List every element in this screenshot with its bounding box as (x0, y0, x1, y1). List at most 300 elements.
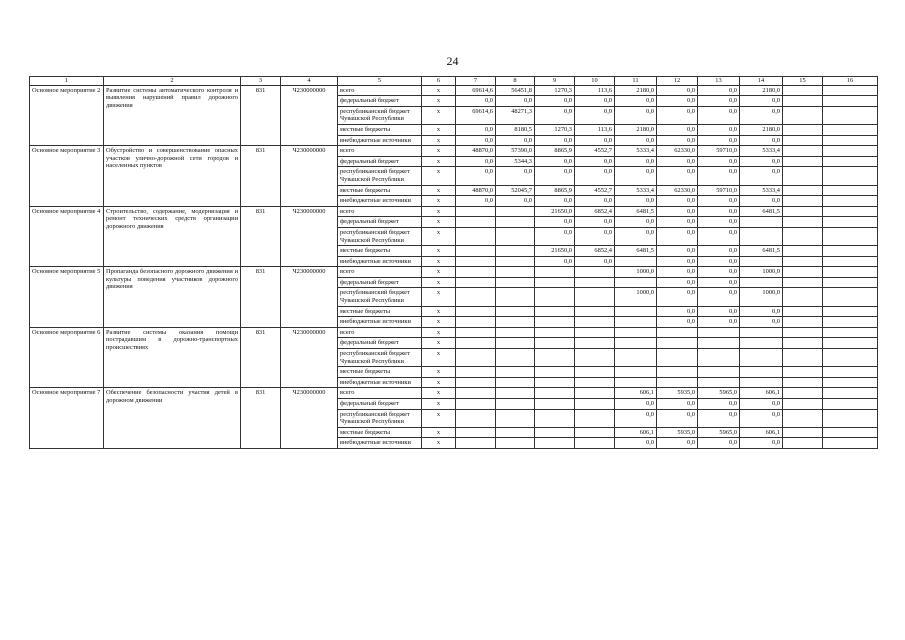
amount-cell: 0,0 (615, 156, 657, 167)
amount-cell (615, 338, 657, 349)
amount-cell (783, 338, 823, 349)
x-mark: x (422, 349, 456, 367)
x-mark: x (422, 185, 456, 196)
amount-cell (698, 367, 740, 378)
amount-cell (783, 317, 823, 328)
event-description: Пропаганда безопасного дорожного движения и культуры поведения участников дорожного движения (104, 267, 241, 328)
amount-cell (823, 85, 878, 96)
amount-cell: 606,1 (615, 427, 657, 438)
amount-cell (783, 124, 823, 135)
funding-source: всего (338, 388, 422, 399)
amount-cell: 48870,0 (456, 185, 496, 196)
x-mark: x (422, 338, 456, 349)
amount-cell (456, 338, 496, 349)
amount-cell (783, 277, 823, 288)
amount-cell: 0,0 (698, 227, 740, 245)
amount-cell: 0,0 (740, 196, 783, 207)
amount-cell: 0,0 (657, 399, 698, 410)
amount-cell (496, 388, 535, 399)
funding-source: всего (338, 206, 422, 217)
amount-cell: 0,0 (615, 217, 657, 228)
amount-cell: 0,0 (615, 196, 657, 207)
column-number: 5 (338, 77, 422, 86)
responsible-code: 831 (241, 388, 281, 449)
amount-cell (575, 327, 615, 338)
amount-cell: 5333,4 (615, 146, 657, 157)
amount-cell (823, 317, 878, 328)
amount-cell: 0,0 (698, 124, 740, 135)
amount-cell (535, 399, 575, 410)
amount-cell (823, 196, 878, 207)
amount-cell (740, 338, 783, 349)
amount-cell (456, 427, 496, 438)
amount-cell (496, 306, 535, 317)
amount-cell (496, 409, 535, 427)
amount-cell (496, 349, 535, 367)
amount-cell: 0,0 (698, 135, 740, 146)
amount-cell (698, 338, 740, 349)
budget-class-code: Ч230000000 (281, 267, 338, 328)
amount-cell: 0,0 (657, 217, 698, 228)
budget-class-code: Ч230000000 (281, 388, 338, 449)
event-description: Строительство, содержание, модернизация и ремонт технических средств организации дорожного движения (104, 206, 241, 267)
amount-cell (823, 106, 878, 124)
amount-cell: 5965,0 (698, 427, 740, 438)
responsible-code: 831 (241, 85, 281, 146)
amount-cell (783, 206, 823, 217)
amount-cell: 0,0 (615, 96, 657, 107)
amount-cell: 0,0 (657, 96, 698, 107)
funding-source: местные бюджеты (338, 367, 422, 378)
amount-cell (783, 388, 823, 399)
amount-cell (823, 306, 878, 317)
amount-cell (535, 327, 575, 338)
amount-cell: 0,0 (535, 135, 575, 146)
amount-cell (615, 377, 657, 388)
amount-cell (783, 217, 823, 228)
page-number: 24 (446, 54, 459, 68)
x-mark: x (422, 267, 456, 278)
amount-cell (496, 277, 535, 288)
amount-cell: 0,0 (740, 317, 783, 328)
amount-cell: 0,0 (657, 85, 698, 96)
x-mark: x (422, 427, 456, 438)
event-name: Основное мероприятие 4 (30, 206, 104, 267)
amount-cell (783, 349, 823, 367)
column-number: 1 (30, 77, 104, 86)
amount-cell (823, 388, 878, 399)
amount-cell: 59710,0 (698, 146, 740, 157)
amount-cell (698, 349, 740, 367)
amount-cell (823, 349, 878, 367)
amount-cell: 0,0 (456, 196, 496, 207)
x-mark: x (422, 227, 456, 245)
amount-cell: 0,0 (657, 246, 698, 257)
amount-cell (783, 327, 823, 338)
x-mark: x (422, 277, 456, 288)
funding-source: федеральный бюджет (338, 277, 422, 288)
amount-cell: 0,0 (575, 256, 615, 267)
amount-cell: 0,0 (657, 135, 698, 146)
amount-cell (823, 327, 878, 338)
amount-cell (823, 124, 878, 135)
amount-cell: 0,0 (496, 167, 535, 185)
amount-cell (575, 427, 615, 438)
x-mark: x (422, 124, 456, 135)
amount-cell: 0,0 (615, 399, 657, 410)
amount-cell: 8180,5 (496, 124, 535, 135)
amount-cell: 0,0 (698, 399, 740, 410)
amount-cell (823, 217, 878, 228)
x-mark: x (422, 409, 456, 427)
amount-cell: 0,0 (615, 106, 657, 124)
amount-cell: 5935,0 (657, 388, 698, 399)
amount-cell (456, 349, 496, 367)
amount-cell (456, 246, 496, 257)
funding-source: всего (338, 267, 422, 278)
x-mark: x (422, 388, 456, 399)
amount-cell: 48870,0 (456, 146, 496, 157)
budget-class-code: Ч230000000 (281, 146, 338, 207)
amount-cell (535, 288, 575, 306)
amount-cell: 0,0 (698, 96, 740, 107)
funding-source: местные бюджеты (338, 124, 422, 135)
amount-cell (823, 338, 878, 349)
amount-cell: 0,0 (657, 409, 698, 427)
amount-cell (535, 367, 575, 378)
amount-cell: 0,0 (698, 317, 740, 328)
x-mark: x (422, 106, 456, 124)
funding-source: федеральный бюджет (338, 217, 422, 228)
funding-source: федеральный бюджет (338, 96, 422, 107)
amount-cell: 0,0 (657, 206, 698, 217)
amount-cell: 0,0 (698, 217, 740, 228)
amount-cell: 6481,5 (740, 206, 783, 217)
amount-cell: 57390,0 (496, 146, 535, 157)
amount-cell: 0,0 (698, 438, 740, 449)
amount-cell (740, 327, 783, 338)
amount-cell (740, 349, 783, 367)
amount-cell (823, 135, 878, 146)
table-row (30, 146, 878, 157)
x-mark: x (422, 156, 456, 167)
amount-cell: 0,0 (535, 217, 575, 228)
amount-cell (823, 185, 878, 196)
amount-cell (496, 256, 535, 267)
amount-cell: 0,0 (740, 167, 783, 185)
amount-cell (615, 349, 657, 367)
amount-cell: 0,0 (496, 96, 535, 107)
funding-source: республиканский бюджет Чувашской Республики (338, 288, 422, 306)
amount-cell: 0,0 (456, 96, 496, 107)
amount-cell: 0,0 (657, 156, 698, 167)
amount-cell: 0,0 (456, 124, 496, 135)
funding-source: всего (338, 146, 422, 157)
amount-cell: 0,0 (575, 96, 615, 107)
amount-cell (535, 338, 575, 349)
amount-cell (740, 377, 783, 388)
amount-cell: 0,0 (740, 306, 783, 317)
amount-cell: 0,0 (740, 156, 783, 167)
amount-cell (783, 96, 823, 107)
amount-cell (496, 206, 535, 217)
amount-cell (823, 96, 878, 107)
amount-cell (496, 217, 535, 228)
table-row (30, 327, 878, 338)
amount-cell: 0,0 (456, 167, 496, 185)
amount-cell: 8865,9 (535, 146, 575, 157)
amount-cell: 0,0 (535, 256, 575, 267)
column-number: 6 (422, 77, 456, 86)
amount-cell: 1000,0 (740, 267, 783, 278)
amount-cell: 62330,0 (657, 146, 698, 157)
amount-cell: 8865,9 (535, 185, 575, 196)
amount-cell: 0,0 (657, 256, 698, 267)
amount-cell (575, 388, 615, 399)
amount-cell: 0,0 (698, 267, 740, 278)
amount-cell: 0,0 (535, 96, 575, 107)
amount-cell: 6852,4 (575, 206, 615, 217)
funding-source: республиканский бюджет Чувашской Республики (338, 227, 422, 245)
amount-cell: 5333,4 (740, 146, 783, 157)
amount-cell (456, 327, 496, 338)
amount-cell (783, 156, 823, 167)
funding-source: внебюджетные источники (338, 438, 422, 449)
amount-cell: 0,0 (615, 438, 657, 449)
funding-source: местные бюджеты (338, 246, 422, 257)
amount-cell: 0,0 (615, 135, 657, 146)
amount-cell (575, 377, 615, 388)
amount-cell (783, 146, 823, 157)
amount-cell (783, 367, 823, 378)
amount-cell (615, 256, 657, 267)
budget-table (29, 76, 878, 449)
amount-cell (456, 399, 496, 410)
amount-cell: 0,0 (698, 167, 740, 185)
amount-cell: 0,0 (657, 167, 698, 185)
x-mark: x (422, 438, 456, 449)
amount-cell (496, 377, 535, 388)
funding-source: внебюджетные источники (338, 135, 422, 146)
amount-cell: 606,1 (740, 427, 783, 438)
amount-cell: 0,0 (698, 156, 740, 167)
amount-cell (496, 227, 535, 245)
amount-cell (456, 267, 496, 278)
amount-cell: 21650,0 (535, 246, 575, 257)
amount-cell: 0,0 (657, 124, 698, 135)
event-description: Развитие системы оказания помощи пострадавшим в дорожно-транспортных происшествиях (104, 327, 241, 388)
amount-cell (575, 317, 615, 328)
amount-cell (615, 367, 657, 378)
amount-cell: 606,1 (615, 388, 657, 399)
amount-cell (783, 167, 823, 185)
table-row (30, 388, 878, 399)
x-mark: x (422, 96, 456, 107)
amount-cell: 0,0 (575, 156, 615, 167)
table-row (30, 85, 878, 96)
amount-cell (823, 246, 878, 257)
amount-cell: 0,0 (657, 317, 698, 328)
amount-cell (496, 288, 535, 306)
responsible-code: 831 (241, 206, 281, 267)
amount-cell: 0,0 (740, 409, 783, 427)
amount-cell (615, 306, 657, 317)
event-description: Обустройство и совершенствование опасных участков улично-дорожной сети городов и населенных пунктов (104, 146, 241, 207)
amount-cell: 4552,7 (575, 185, 615, 196)
amount-cell (456, 377, 496, 388)
amount-cell: 0,0 (657, 288, 698, 306)
amount-cell (783, 306, 823, 317)
amount-cell (823, 288, 878, 306)
column-number: 11 (615, 77, 657, 86)
x-mark: x (422, 217, 456, 228)
funding-source: местные бюджеты (338, 306, 422, 317)
column-number: 13 (698, 77, 740, 86)
amount-cell (535, 317, 575, 328)
amount-cell (823, 399, 878, 410)
amount-cell (823, 167, 878, 185)
amount-cell: 59710,0 (698, 185, 740, 196)
amount-cell (823, 377, 878, 388)
x-mark: x (422, 146, 456, 157)
amount-cell: 0,0 (535, 227, 575, 245)
amount-cell: 0,0 (657, 277, 698, 288)
amount-cell (456, 306, 496, 317)
amount-cell: 5935,0 (657, 427, 698, 438)
responsible-code: 831 (241, 267, 281, 328)
amount-cell (496, 246, 535, 257)
table-row (30, 267, 878, 278)
amount-cell: 0,0 (535, 156, 575, 167)
amount-cell: 56451,8 (496, 85, 535, 96)
amount-cell (823, 277, 878, 288)
amount-cell: 0,0 (698, 196, 740, 207)
amount-cell (783, 85, 823, 96)
amount-cell (575, 399, 615, 410)
amount-cell: 0,0 (698, 206, 740, 217)
amount-cell: 1000,0 (740, 288, 783, 306)
amount-cell (783, 377, 823, 388)
amount-cell: 52045,7 (496, 185, 535, 196)
funding-source: всего (338, 85, 422, 96)
funding-source: федеральный бюджет (338, 399, 422, 410)
amount-cell: 0,0 (496, 196, 535, 207)
amount-cell: 0,0 (698, 85, 740, 96)
responsible-code: 831 (241, 327, 281, 388)
amount-cell: 0,0 (698, 246, 740, 257)
amount-cell: 2180,0 (740, 85, 783, 96)
amount-cell (657, 349, 698, 367)
amount-cell (823, 146, 878, 157)
amount-cell: 0,0 (575, 167, 615, 185)
event-name: Основное мероприятие 7 (30, 388, 104, 449)
amount-cell (535, 306, 575, 317)
column-number: 2 (104, 77, 241, 86)
amount-cell: 5333,4 (740, 185, 783, 196)
amount-cell (823, 427, 878, 438)
funding-source: всего (338, 327, 422, 338)
amount-cell (496, 327, 535, 338)
amount-cell: 0,0 (698, 306, 740, 317)
amount-cell (657, 338, 698, 349)
amount-cell: 69614,6 (456, 106, 496, 124)
funding-source: местные бюджеты (338, 427, 422, 438)
amount-cell (783, 196, 823, 207)
amount-cell (535, 427, 575, 438)
amount-cell (456, 409, 496, 427)
funding-source: республиканский бюджет Чувашской Республики (338, 349, 422, 367)
amount-cell (657, 367, 698, 378)
x-mark: x (422, 135, 456, 146)
amount-cell: 0,0 (698, 409, 740, 427)
amount-cell (575, 367, 615, 378)
amount-cell (783, 399, 823, 410)
amount-cell (823, 206, 878, 217)
amount-cell: 0,0 (615, 227, 657, 245)
table-row (30, 206, 878, 217)
amount-cell: 2180,0 (615, 85, 657, 96)
amount-cell: 0,0 (535, 106, 575, 124)
column-number: 16 (823, 77, 878, 86)
amount-cell: 62330,0 (657, 185, 698, 196)
amount-cell (740, 227, 783, 245)
amount-cell (496, 317, 535, 328)
amount-cell (823, 367, 878, 378)
responsible-code: 831 (241, 146, 281, 207)
x-mark: x (422, 256, 456, 267)
x-mark: x (422, 288, 456, 306)
amount-cell (823, 227, 878, 245)
amount-cell: 0,0 (740, 96, 783, 107)
amount-cell (496, 367, 535, 378)
funding-source: республиканский бюджет Чувашской Республики (338, 106, 422, 124)
budget-class-code: Ч230000000 (281, 327, 338, 388)
amount-cell (456, 317, 496, 328)
amount-cell: 5344,3 (496, 156, 535, 167)
funding-source: внебюджетные источники (338, 196, 422, 207)
funding-source: республиканский бюджет Чувашской Республики (338, 167, 422, 185)
x-mark: x (422, 377, 456, 388)
amount-cell (456, 438, 496, 449)
amount-cell (496, 438, 535, 449)
amount-cell (823, 256, 878, 267)
amount-cell (823, 438, 878, 449)
amount-cell: 48271,3 (496, 106, 535, 124)
amount-cell (657, 327, 698, 338)
amount-cell: 69614,6 (456, 85, 496, 96)
amount-cell: 2180,0 (615, 124, 657, 135)
amount-cell: 6481,5 (615, 206, 657, 217)
column-number: 7 (456, 77, 496, 86)
amount-cell (575, 267, 615, 278)
amount-cell (456, 217, 496, 228)
amount-cell: 0,0 (698, 277, 740, 288)
amount-cell (575, 338, 615, 349)
x-mark: x (422, 306, 456, 317)
amount-cell: 0,0 (657, 267, 698, 278)
amount-cell (456, 206, 496, 217)
amount-cell: 0,0 (698, 256, 740, 267)
amount-cell (535, 377, 575, 388)
x-mark: x (422, 196, 456, 207)
amount-cell: 0,0 (698, 106, 740, 124)
funding-source: внебюджетные источники (338, 317, 422, 328)
amount-cell (783, 267, 823, 278)
amount-cell (783, 427, 823, 438)
amount-cell: 1000,0 (615, 267, 657, 278)
amount-cell: 6852,4 (575, 246, 615, 257)
event-name: Основное мероприятие 3 (30, 146, 104, 207)
